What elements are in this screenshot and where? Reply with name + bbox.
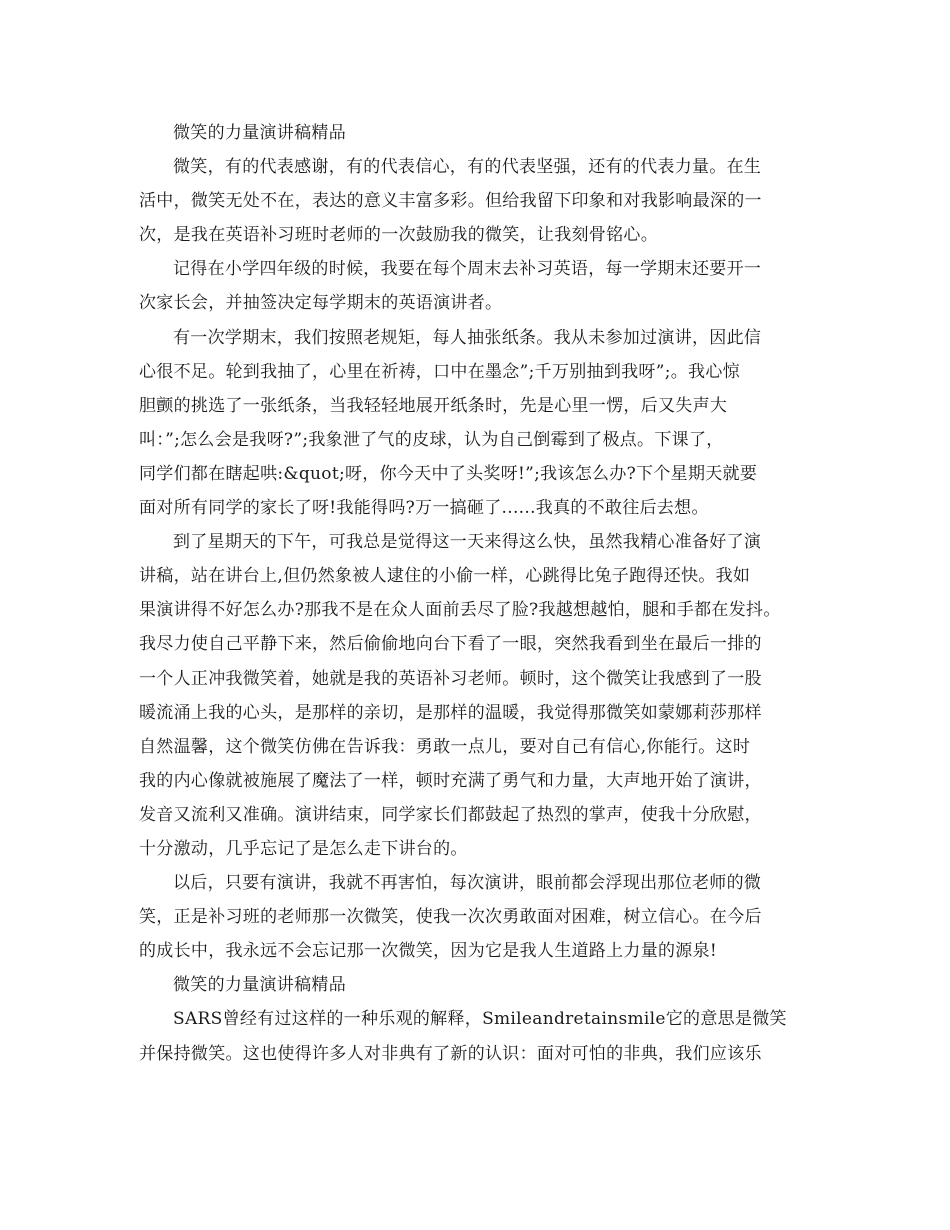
paragraph-1 [139, 150, 829, 252]
paragraph-5 [139, 866, 829, 968]
text-line: 讲稿，站在讲台上,但仍然象被人逮住的小偷一样，心跳得比兔子跑得还快。我如 [139, 566, 751, 587]
text-line: 我尽力使自己平静下来，然后偷偷地向台下看了一眼，突然我看到坐在最后一排的 [139, 634, 762, 655]
text-line: 到了星期天的下午，可我总是觉得这一天来得这么快，虽然我精心准备好了演 [173, 532, 762, 553]
text-line: 笑，正是补习班的老师那一次微笑，使我一次次勇敢面对困难，树立信心。在今后 [139, 907, 762, 928]
text-line: 次家长会，并抽签决定每学期末的英语演讲者。 [139, 293, 503, 314]
text-line: 的成长中，我永远不会忘记那一次微笑，因为它是我人生道路上力量的源泉! [139, 941, 718, 962]
document-title-2: 微笑的力量演讲稿精品 [173, 975, 346, 996]
text-line: 一个人正冲我微笑着，她就是我的英语补习老师。顿时，这个微笑让我感到了一股 [139, 668, 762, 689]
text-line: 面对所有同学的家长了呀!我能得吗?万一搞砸了......我真的不敢往后去想。 [139, 498, 709, 519]
text-line: SARS曾经有过这样的一种乐观的解释，Smileandretainsmile它的意思是微笑 [173, 1009, 787, 1030]
text-line: 十分激动，几乎忘记了是怎么走下讲台的。 [139, 838, 468, 859]
paragraph-3 [139, 321, 829, 526]
text-line: 心很不足。轮到我抽了，心里在祈祷，口中在墨念”;千万别抽到我呀”;。我心惊 [139, 361, 740, 382]
text-line: 微笑，有的代表感谢，有的代表信心，有的代表坚强，还有的代表力量。在生 [173, 157, 762, 178]
text-line: 暖流涌上我的心头，是那样的亲切，是那样的温暖，我觉得那微笑如蒙娜莉莎那样 [139, 702, 762, 723]
paragraph-4 [139, 525, 829, 866]
text-line: 我的内心像就被施展了魔法了一样，顿时充满了勇气和力量，大声地开始了演讲， [139, 770, 762, 791]
text-line: 记得在小学四年级的时候，我要在每个周末去补习英语，每一学期末还要开一 [173, 259, 762, 280]
text-line: 同学们都在瞎起哄:&quot;呀，你今天中了头奖呀!”;我该怎么办?下个星期天就要 [139, 463, 758, 484]
paragraph-6 [139, 1002, 829, 1070]
text-line: 叫：”;怎么会是我呀?”;我象泄了气的皮球，认为自己倒霉到了极点。下课了， [139, 429, 724, 450]
text-line: 果演讲得不好怎么办?那我不是在众人面前丢尽了脸?我越想越怕，腿和手都在发抖。 [139, 600, 781, 621]
text-line: 次，是我在英语补习班时老师的一次鼓励我的微笑，让我刻骨铭心。 [139, 225, 658, 246]
text-line: 并保持微笑。这也使得许多人对非典有了新的认识：面对可怕的非典，我们应该乐 [139, 1043, 762, 1064]
text-line: 发音又流利又准确。演讲结束，同学家长们都鼓起了热烈的掌声，使我十分欣慰， [139, 804, 762, 825]
document-body [139, 116, 829, 1071]
text-line: 活中，微笑无处不在，表达的意义丰富多彩。但给我留下印象和对我影响最深的一 [139, 191, 762, 212]
paragraph-2 [139, 252, 829, 320]
text-line: 胆颤的挑选了一张纸条，当我轻轻地展开纸条时，先是心里一愣，后又失声大 [139, 395, 728, 416]
text-line: 有一次学期末，我们按照老规矩，每人抽张纸条。我从未参加过演讲，因此信 [173, 327, 762, 348]
document-title: 微笑的力量演讲稿精品 [173, 123, 346, 143]
text-line: 自然温馨，这个微笑仿佛在告诉我：勇敢一点儿，要对自己有信心,你能行。这时 [139, 736, 751, 757]
text-line: 以后，只要有演讲，我就不再害怕，每次演讲，眼前都会浮现出那位老师的微 [173, 873, 762, 894]
